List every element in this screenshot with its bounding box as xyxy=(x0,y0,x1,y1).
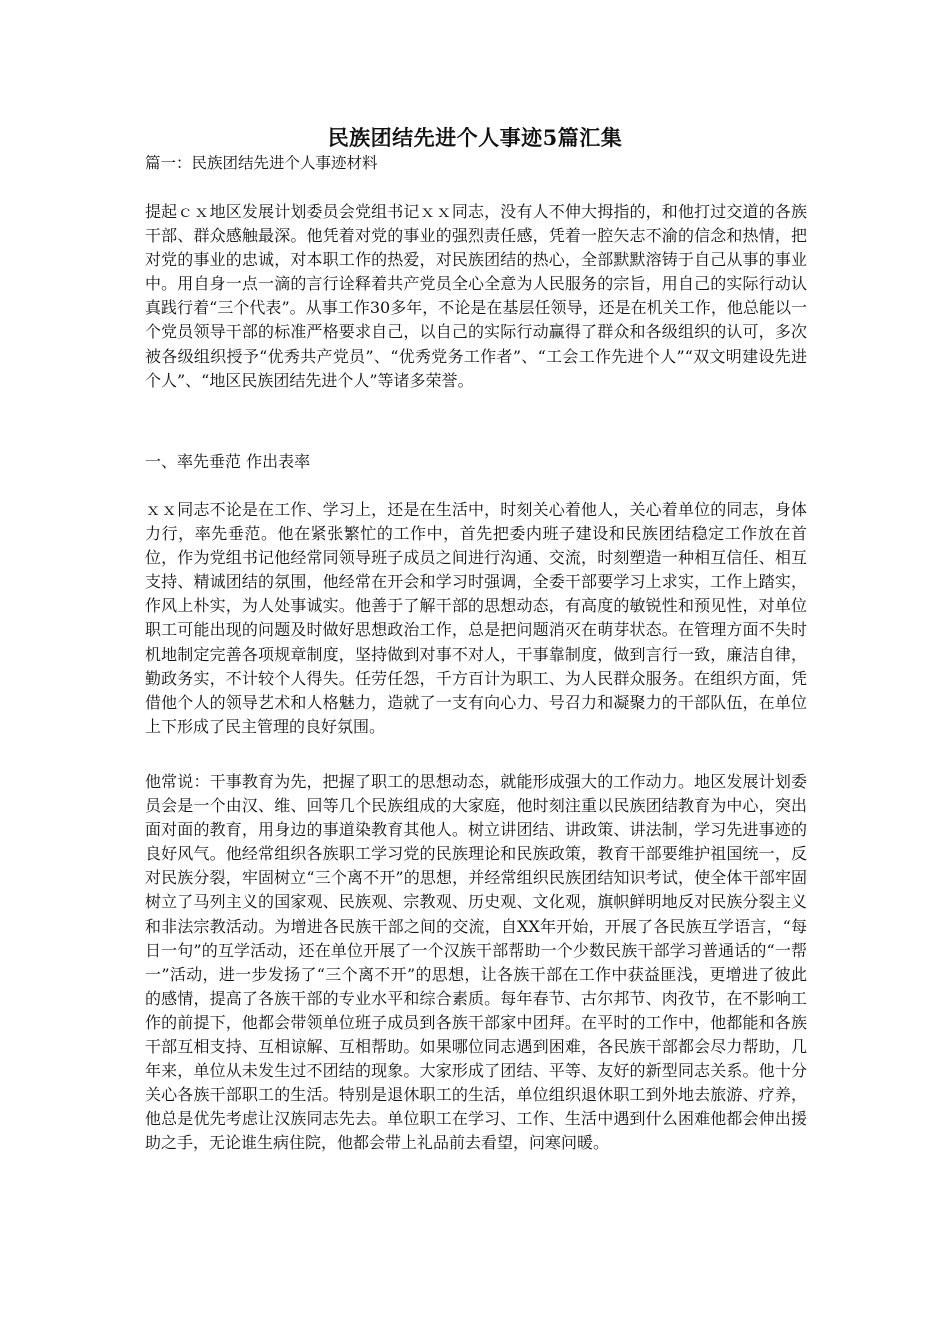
document-subtitle: 篇一：民族团结先进个人事迹材料 xyxy=(145,154,378,172)
paragraph-education: 他常说：干事教育为先，把握了职工的思想动态，就能形成强大的工作动力。地区发展计划委员会是一个由汉、维、回等几个民族组成的大家庭，他时刻注重以民族团结教育为中心，突出面对面的教育，用身边的事道染教育其他人。树立讲团结、讲政策、讲法制，学习先进事迹的良好风气。他经常组织各族职工学习党的民族理论和民族政策，教育干部要维护祖国统一，反对民族分裂，牢固树立“三个离不开”的思想，并经常组织民族团结知识考试，使全体干部牢固树立了马列主义的国家观、民族观、宗教观、历史观、文化观，旗帜鲜明地反对民族分裂主义和非法宗教活动。为增进各民族干部之间的交流，自XX年开始，开展了各民族互学语言，“每日一句”的互学活动，还在单位开展了一个汉族干部帮助一个少数民族干部学习普通话的“一帮一”活动，进一步发扬了“三个离不开”的思想，让各族干部在工作中获益匪浅，更增进了彼此的感情，提高了各族干部的专业水平和综合素质。每年春节、古尔邦节、肉孜节，在不影响工作的前提下，他都会带领单位班子成员到各族干部家中团拜。在平时的工作中，他都能和各族干部互相支持、互相谅解、互相帮助。如果哪位同志遇到困难，各民族干部都会尽力帮助，几年来，单位从未发生过不团结的现象。大家形成了团结、平等、友好的新型同志关系。他十分关心各族干部职工的生活。特别是退休职工的生活，单位组织退休职工到外地去旅游、疗养，他总是优先考虑让汉族同志先去。单位职工在学习、工作、生活中遇到什么困难他都会伸出援助之手，无论谁生病住院，他都会带上礼品前去看望，问寒问暖。 xyxy=(145,772,807,1153)
section-heading: 一、率先垂范 作出表率 xyxy=(145,452,311,471)
document-title: 民族团结先进个人事迹5篇汇集 xyxy=(327,125,623,150)
paragraph-intro: 提起ｃｘ地区发展计划委员会党组书记ｘｘ同志，没有人不伸大拇指的，和他打过交道的各族干部、群众感触最深。他凭着对党的事业的强烈责任感，凭着一腔矢志不渝的信念和热情，把对党的事业的忠诚，对本职工作的热爱，对民族团结的热心，全部默默溶铸于自己从事的事业中。用自身一点一滴的言行诠释着共产党员全心全意为人民服务的宗旨，用自己的实际行动认真践行着“三个代表”。从事工作30多年，不论是在基层任领导，还是在机关工作，他总能以一个党员领导干部的标准严格要求自己，以自己的实际行动赢得了群众和各级组织的认可，多次被各级组织授予“优秀共产党员”、“优秀党务工作者”、“工会工作先进个人”“双文明建设先进个人”、“地区民族团结先进个人”等诸多荣誉。 xyxy=(145,202,807,390)
paragraph-leadership: ｘｘ同志不论是在工作、学习上，还是在生活中，时刻关心着他人，关心着单位的同志，身体力行，率先垂范。他在紧张繁忙的工作中，首先把委内班子建设和民族团结稳定工作放在首位，作为党组书记他经常同领导班子成员之间进行沟通、交流，时刻塑造一种相互信任、相互支持、精诚团结的氛围，他经常在开会和学习时强调，全委干部要学习上求实，工作上踏实，作风上朴实，为人处事诚实。他善于了解干部的思想动态，有高度的敏锐性和预见性，对单位职工可能出现的问题及时做好思想政治工作，总是把问题消灭在萌芽状态。在管理方面不失时机地制定完善各项规章制度，坚持做到对事不对人，干事靠制度，做到言行一致，廉洁自律，勤政务实，不计较个人得失。任劳任怨，千方百计为职工、为人民群众服务。在组织方面，凭借他个人的领导艺术和人格魅力，造就了一支有向心力、号召力和凝聚力的干部队伍，在单位上下形成了民主管理的良好氛围。 xyxy=(145,500,807,736)
